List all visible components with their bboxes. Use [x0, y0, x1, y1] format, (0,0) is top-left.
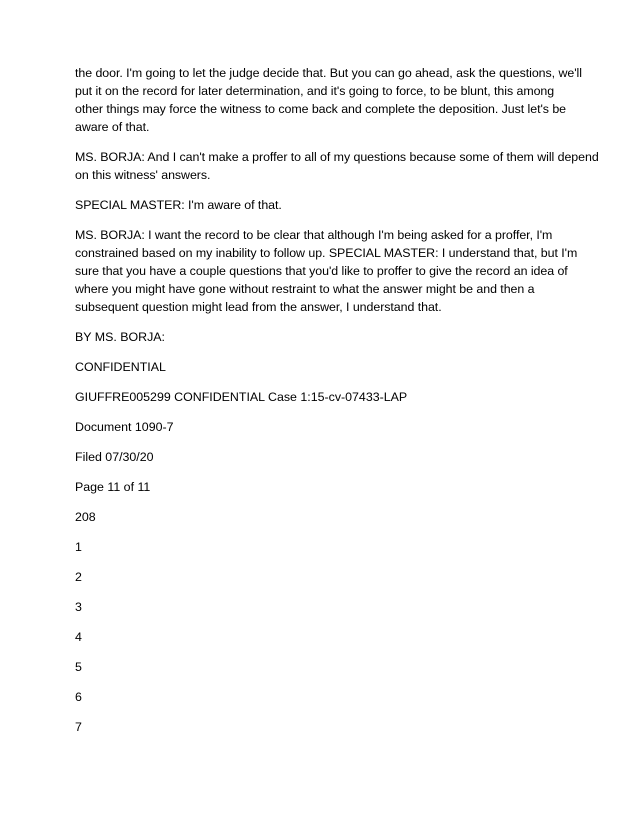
document-body: [75, 64, 599, 748]
text-line: subsequent question might lead from the answer, I understand that.: [75, 300, 442, 314]
text-line: on this witness' answers.: [75, 168, 211, 182]
paragraph-borja-proffer: [75, 148, 599, 184]
case-number: GIUFFRE005299 CONFIDENTIAL Case 1:15-cv-07433-LAP: [75, 390, 408, 404]
page-count: Page 11 of 11: [75, 480, 151, 494]
line-number: 6: [75, 690, 82, 704]
line-number: 3: [75, 600, 82, 614]
text-line: put it on the record for later determination, and it's going to force, to be blunt, this among: [75, 84, 555, 98]
paragraph-borja-record: [75, 226, 578, 316]
line-number: 1: [75, 540, 82, 554]
line-number: 4: [75, 630, 82, 644]
line-number: 7: [75, 720, 82, 734]
document-number: Document 1090-7: [75, 420, 174, 434]
text-line: the door. I'm going to let the judge decide that. But you can go ahead, ask the questions, we'll: [75, 66, 582, 80]
line-number: 2: [75, 570, 82, 584]
text-line: sure that you have a couple questions that you'd like to proffer to give the record an idea of: [75, 264, 568, 278]
speaker-heading: BY MS. BORJA:: [75, 330, 165, 344]
text-line: MS. BORJA: I want the record to be clear that although I'm being asked for a proffer, I'm: [75, 228, 553, 242]
transcript-page-number: 208: [75, 510, 96, 524]
text-line: other things may force the witness to come back and complete the deposition. Just let's be: [75, 102, 567, 116]
filed-date: Filed 07/30/20: [75, 450, 154, 464]
text-line: where you might have gone without restraint to what the answer might be and then a: [75, 282, 535, 296]
line-number: 5: [75, 660, 82, 674]
text-line: MS. BORJA: And I can't make a proffer to all of my questions because some of them will depend: [75, 150, 599, 164]
paragraph-special-master-door: [75, 64, 582, 136]
text-line: aware of that.: [75, 120, 150, 134]
confidential-label: CONFIDENTIAL: [75, 360, 166, 374]
text-line: constrained based on my inability to follow up. SPECIAL MASTER: I understand that, but I'm: [75, 246, 578, 260]
paragraph-special-master-aware: [75, 196, 575, 214]
text-line: SPECIAL MASTER: I'm aware of that.: [75, 198, 282, 212]
